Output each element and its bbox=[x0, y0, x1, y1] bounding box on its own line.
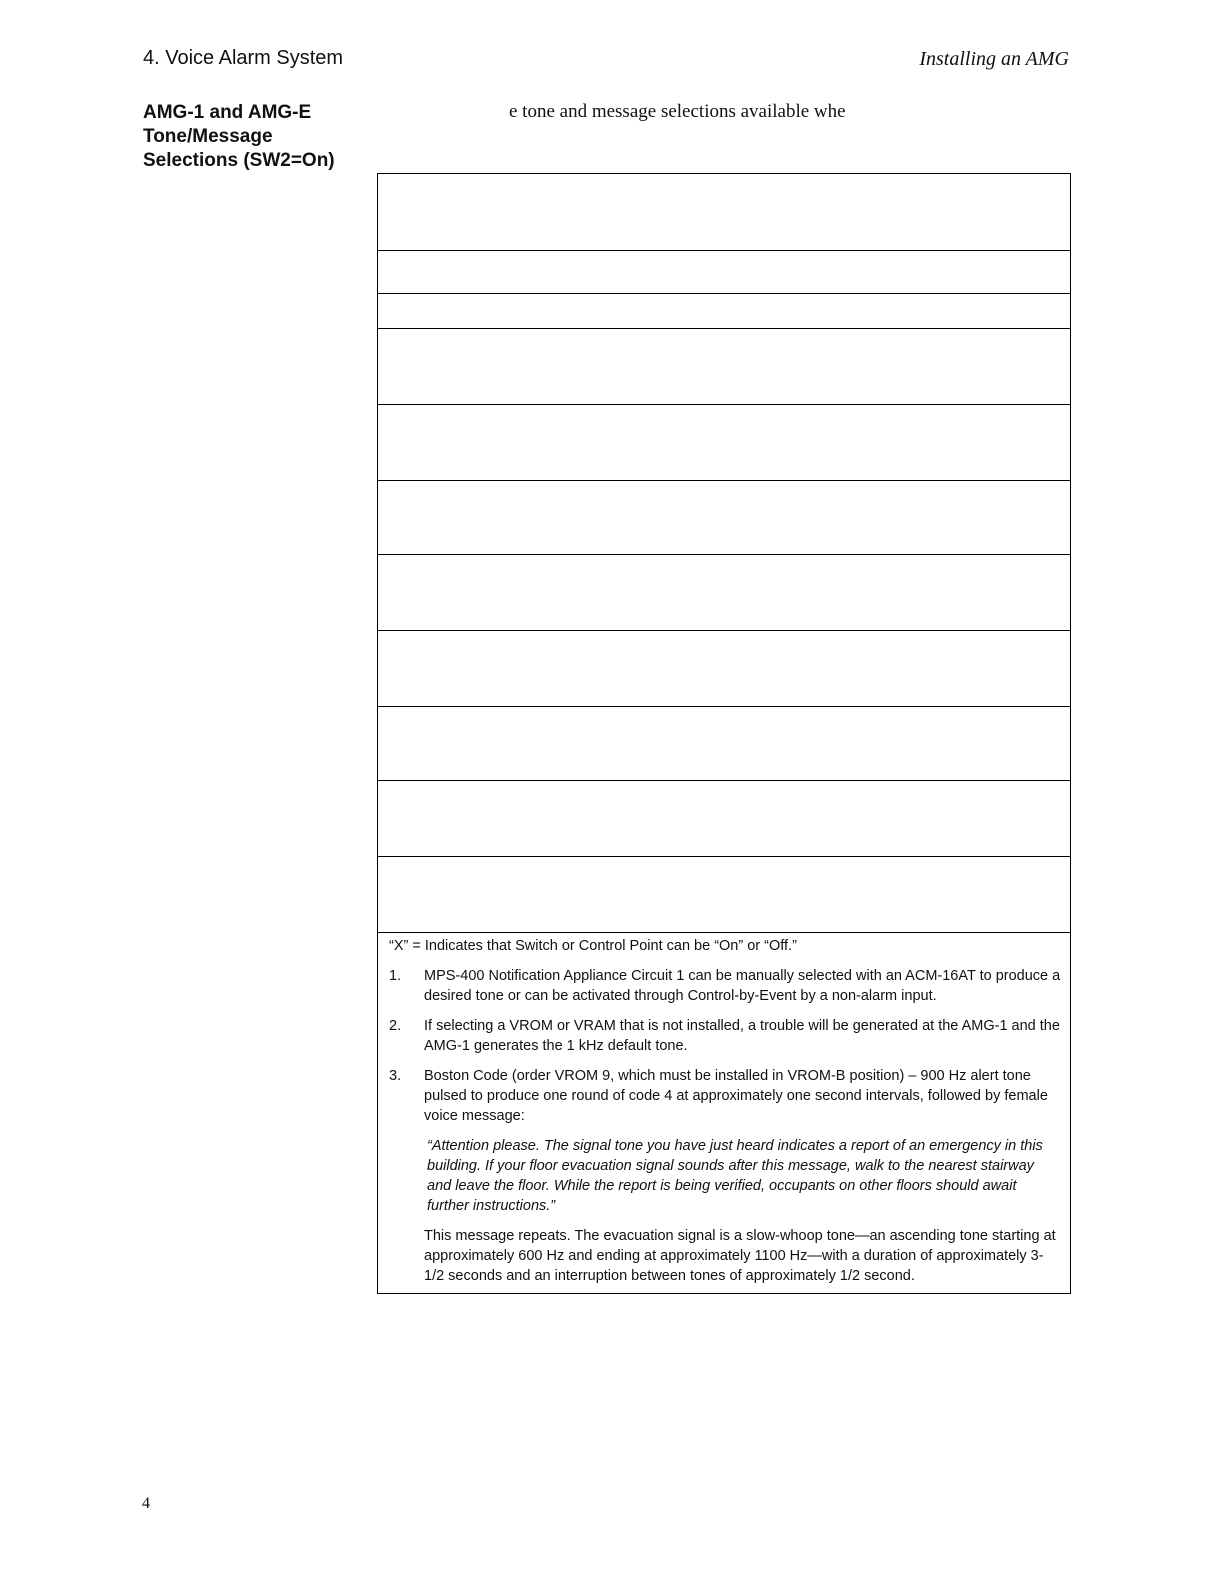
table-row bbox=[378, 555, 1070, 631]
note-number: 1. bbox=[389, 968, 402, 984]
section-heading-line: Tone/Message bbox=[143, 126, 273, 147]
voice-message-quote: “Attention please. The signal tone you have just heard indicates a report of an emergency in this building. If your floor evacuation signal sounds after this message, walk to the nearest stairway and leave the floor. While the report is being verified, occupants on other floors should await further instructions.” bbox=[427, 1138, 1043, 1214]
table-row bbox=[378, 251, 1070, 294]
section-heading-line: Selections (SW2=On) bbox=[143, 150, 335, 171]
note-item bbox=[389, 1066, 1061, 1126]
section-heading bbox=[143, 101, 363, 173]
table-row bbox=[378, 481, 1070, 555]
note-text: If selecting a VROM or VRAM that is not installed, a trouble will be generated at the AMG-1 and the AMG-1 generates the 1 kHz default tone. bbox=[424, 1018, 1060, 1054]
table-row bbox=[378, 781, 1070, 857]
table-row bbox=[378, 174, 1070, 251]
note-text: MPS-400 Notification Appliance Circuit 1 can be manually selected with an ACM-16AT to produce a desired tone or can be activated through Control-by-Event by a non-alarm input. bbox=[424, 968, 1061, 1004]
note-number: 2. bbox=[389, 1018, 402, 1034]
note-item bbox=[389, 1016, 1061, 1056]
running-header-chapter: 4. Voice Alarm System bbox=[143, 47, 344, 69]
table-row bbox=[378, 405, 1070, 481]
note-text: Boston Code (order VROM 9, which must be installed in VROM-B position) – 900 Hz alert tone pulsed to produce one round of code 4 at approximately one second intervals, followed by female voice message: bbox=[424, 1068, 1048, 1124]
page-number: 4 bbox=[142, 1495, 150, 1512]
note-item bbox=[389, 966, 1061, 1006]
note-number: 3. bbox=[389, 1068, 402, 1084]
table-row bbox=[378, 329, 1070, 405]
section-heading-line: AMG-1 and AMG-E bbox=[143, 102, 312, 123]
table-notes bbox=[389, 936, 1061, 1296]
table-row bbox=[378, 294, 1070, 329]
table-row bbox=[378, 707, 1070, 781]
running-header-section: Installing an AMG bbox=[919, 48, 1069, 70]
table-row bbox=[378, 857, 1070, 933]
evacuation-signal-note: This message repeats. The evacuation signal is a slow-whoop tone—an ascending tone starting at approximately 600 Hz and ending at approximately 1100 Hz—with a duration of approximately 3-1/2 seconds and an interruption between tones of approximately 1/2 second. bbox=[424, 1228, 1056, 1284]
intro-text: e tone and message selections available whe bbox=[509, 101, 846, 122]
table-row bbox=[378, 631, 1070, 707]
x-note: “X” = Indicates that Switch or Control Point can be “On” or “Off.” bbox=[389, 938, 797, 954]
